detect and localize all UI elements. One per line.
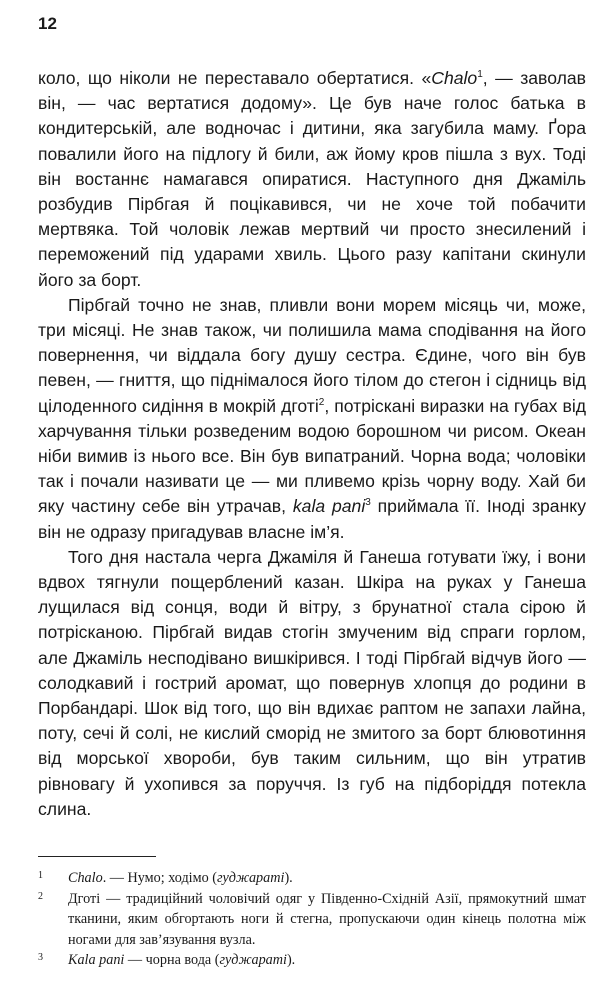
italic-term: kala pani (292, 496, 366, 517)
italic-term: гуджараті (216, 870, 285, 886)
page-number: 12 (38, 14, 57, 33)
footnote-1 (38, 868, 586, 889)
footnote-ref: 2 (318, 396, 325, 408)
paragraph-2: Пірбгай точно не знав, пливли вони морем місяць чи, може, три місяці. Не знав також, чи полишила мама сподівання на його повернення, чи віддала богу душу сестра. Єдине, чого він був певен, — гниття, що піднімалося його тілом до стегон і сідниць від цілоденного сидіння в мокрій дготі$^2$, потріскані виразки на губах від харчування тільки розведеним водою борошном чи рисом. Океан ніби вимив із нього все. Він був випатраний. Чорна вода; чоловіки так і почали називати це — ми пливемо крізь чорну воду. Хай би яку частину себе він утрачав, kala pani$^3$ приймала її. Іноді зранку він не одразу пригадував власне ім’я. (38, 294, 586, 542)
footnote-ref: 1 (477, 69, 483, 81)
footnote-text: Дготі — традиційний чоловічий одяг у Південно-Східній Азії, прямокутний шмат тканини, яким обгортають ноги й стегна, пропускаючи один кінець полотна між ногами для зав’язування вузла. (68, 890, 586, 948)
footnote-mark: 2 (38, 890, 43, 902)
italic-term: гуджараті (219, 952, 287, 968)
footnote-text: Kala pani — чорна вода (гуджараті). (68, 952, 296, 968)
footnote-mark: 3 (38, 952, 43, 963)
paragraph-1: коло, що ніколи не переставало обертатися. «Chalo$^1$, — заволав він, — час вертатися додому». Це був наче голос батька в кондитерській, але водночас і дитини, яка загубила маму. Ґора повалили його на підлогу й били, аж йому кров пішла з вух. Тоді він востаннє намагався опиратися. Наступного дня Джаміль розбудив Пірбгая й поцікавився, чи не хоче той побачити мертвяка. Той чоловік лежав мертвий чи просто знесилений і переможений під ударами хвиль. Цього разу капітани скинули його за борт. (38, 68, 586, 290)
footnotes (38, 868, 586, 971)
body-text (38, 66, 586, 822)
italic-term: Chalo (431, 68, 478, 88)
footnote-text: Chalo. — Нумо; ходімо (гуджараті). (68, 870, 293, 886)
footnote-ref: 3 (365, 497, 371, 509)
footnote-mark: 1 (38, 870, 43, 881)
italic-term: Chalo (68, 870, 103, 886)
footnote-3 (38, 950, 586, 971)
paragraph-3: Того дня настала черга Джаміля й Ганеша готувати їжу, і вони вдвох тягнули пощерблений казан. Шкіра на руках у Ганеша лущилася від сонця, води й вітру, з брунатної стала сірою й потрісканою. Пірбгай видав стогін змученим від спраги горлом, але Джаміль несподівано вишкірився. І тоді Пірбгай відчув його — солодкавий і гострий аромат, що повернув хлопця до родини в Порбандарі. Шок від того, що він вдихає раптом не запахи лайна, поту, сечі й солі, не кислий сморід не змитого за борт блювотиння від морської хвороби, був таким сильним, що він утратив рівновагу й ухопився за поруччя. Із губ на підборіддя потекла слина. (38, 546, 586, 819)
italic-term: Kala pani (68, 952, 125, 968)
footnote-divider (38, 856, 156, 857)
footnote-2 (38, 889, 586, 951)
